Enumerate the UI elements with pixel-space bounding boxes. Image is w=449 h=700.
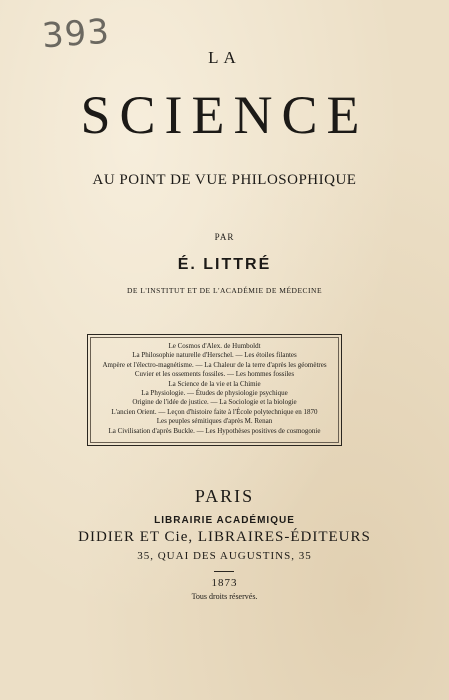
contents-item: La Philosophie naturelle d'Herschel. — Les étoiles filantes bbox=[132, 351, 297, 360]
contents-list bbox=[88, 342, 341, 436]
contents-item: Le Cosmos d'Alex. de Humboldt bbox=[168, 342, 261, 350]
contents-box bbox=[87, 334, 342, 446]
handwritten-shelf-number: 393 bbox=[40, 11, 112, 57]
imprint-publisher-academic: LIBRAIRIE ACADÉMIQUE bbox=[154, 515, 295, 526]
contents-item: Les peuples sémitiques d'après M. Renan bbox=[156, 417, 273, 426]
contents-item: Cuvier et les ossements fossiles. — Les hommes fossiles bbox=[134, 370, 295, 379]
book-title: SCIENCE bbox=[80, 85, 369, 145]
contents-item: Origine de l'idée de justice. — La Sociologie et la biologie bbox=[132, 398, 297, 407]
title-article: LA bbox=[208, 48, 241, 67]
contents-item: La Civilisation d'après Buckle. — Les Hypothèses positives de cosmogonie bbox=[108, 426, 321, 435]
imprint-rule bbox=[214, 571, 234, 572]
author-name: É. LITTRÉ bbox=[177, 256, 272, 273]
imprint-rights: Tous droits réservés. bbox=[191, 592, 258, 601]
contents-item: Ampère et l'électro-magnétisme. — La Chaleur de la terre d'après les géomètres bbox=[102, 360, 327, 369]
contents-item: La Physiologie. — Études de physiologie psychique bbox=[141, 389, 288, 398]
imprint-city: PARIS bbox=[194, 486, 255, 506]
book-subtitle: AU POINT DE VUE PHILOSOPHIQUE bbox=[92, 172, 357, 188]
by-label: PAR bbox=[214, 232, 235, 242]
imprint-publisher-didier: DIDIER ET Cie, LIBRAIRES-ÉDITEURS bbox=[78, 529, 371, 545]
imprint-address: 35, QUAI DES AUGUSTINS, 35 bbox=[137, 550, 312, 562]
author-affiliation: DE L'INSTITUT ET DE L'ACADÉMIE DE MÉDECINE bbox=[126, 286, 323, 295]
imprint-year: 1873 bbox=[211, 577, 238, 589]
contents-item: L'ancien Orient. — Leçon d'histoire faite à l'École polytechnique en 1870 bbox=[111, 407, 318, 416]
contents-item: La Science de la vie et la Chimie bbox=[168, 379, 261, 388]
